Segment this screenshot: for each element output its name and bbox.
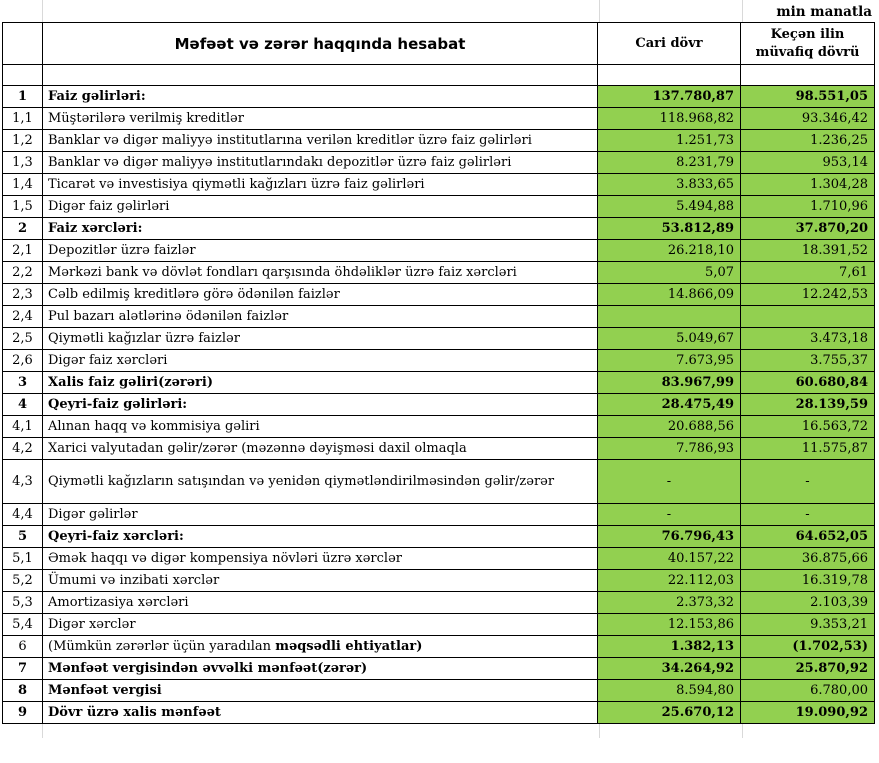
- row-label: Mənfəət vergisindən əvvəlki mənfəət(zərər): [43, 658, 598, 680]
- gridline: [599, 0, 600, 22]
- table-row: [3, 658, 875, 680]
- table-row: [3, 240, 875, 262]
- row-num: 1: [3, 86, 43, 108]
- row-value-previous: 3.755,37: [741, 350, 875, 372]
- row-value-previous: 953,14: [741, 152, 875, 174]
- row-value-previous: 9.353,21: [741, 614, 875, 636]
- row-value-current: 28.475,49: [598, 394, 741, 416]
- table-row: [3, 592, 875, 614]
- row-value-current: 34.264,92: [598, 658, 741, 680]
- gridline: [742, 724, 743, 738]
- row-value-previous: 93.346,42: [741, 108, 875, 130]
- row-num: 1,1: [3, 108, 43, 130]
- row-num: 2,4: [3, 306, 43, 328]
- row-value-current: 7.786,93: [598, 438, 741, 460]
- spacer-cell: [3, 65, 43, 86]
- row-label: Depozitlər üzrə faizlər: [43, 240, 598, 262]
- table-header-row: [3, 23, 875, 65]
- gridline: [42, 0, 43, 22]
- row-label: Amortizasiya xərcləri: [43, 592, 598, 614]
- spacer-row: [3, 65, 875, 86]
- table-row: [3, 174, 875, 196]
- row-value-current: 53.812,89: [598, 218, 741, 240]
- row-value-previous: 1.304,28: [741, 174, 875, 196]
- row-value-previous: 2.103,39: [741, 592, 875, 614]
- row-value-current: 76.796,43: [598, 526, 741, 548]
- table-row: [3, 262, 875, 284]
- table-row: [3, 680, 875, 702]
- row-label: Faiz xərcləri:: [43, 218, 598, 240]
- row-label: Banklar və digər maliyyə institutlarına verilən kreditlər üzrə faiz gəlirləri: [43, 130, 598, 152]
- row-value-previous: (1.702,53): [741, 636, 875, 658]
- row-label: Qiymətli kağızlar üzrə faizlər: [43, 328, 598, 350]
- bottom-margin-row: [0, 724, 879, 738]
- table-row: [3, 328, 875, 350]
- row-value-current: 40.157,22: [598, 548, 741, 570]
- table-row: [3, 130, 875, 152]
- spacer-cell: [43, 65, 598, 86]
- row-label: Ticarət və investisiya qiymətli kağızları üzrə faiz gəlirləri: [43, 174, 598, 196]
- row-value-previous: [741, 306, 875, 328]
- row-label: Qeyri-faiz gəlirləri:: [43, 394, 598, 416]
- row-label: Digər gəlirlər: [43, 504, 598, 526]
- row-num: 4: [3, 394, 43, 416]
- row-value-current: 118.968,82: [598, 108, 741, 130]
- table-row: [3, 394, 875, 416]
- row-num: 4,1: [3, 416, 43, 438]
- row-value-current: 8.231,79: [598, 152, 741, 174]
- row-value-current: 3.833,65: [598, 174, 741, 196]
- row-value-current: 137.780,87: [598, 86, 741, 108]
- row-value-current: 83.967,99: [598, 372, 741, 394]
- table-row: [3, 108, 875, 130]
- row-value-previous: 98.551,05: [741, 86, 875, 108]
- row-num: 8: [3, 680, 43, 702]
- row-value-current: 14.866,09: [598, 284, 741, 306]
- row-label: Qiymətli kağızların satışından və yenidən qiymətləndirilməsindən gəlir/zərər: [43, 460, 598, 504]
- row-num: 4,2: [3, 438, 43, 460]
- row-label: Pul bazarı alətlərinə ödənilən faizlər: [43, 306, 598, 328]
- row-num: 5,2: [3, 570, 43, 592]
- units-row: [0, 0, 879, 22]
- table-row: [3, 438, 875, 460]
- row-value-previous: -: [741, 460, 875, 504]
- table-row: [3, 218, 875, 240]
- row-num: 4,3: [3, 460, 43, 504]
- row-value-previous: 25.870,92: [741, 658, 875, 680]
- row-value-current: [598, 306, 741, 328]
- row-value-previous: 11.575,87: [741, 438, 875, 460]
- row-num: 1,2: [3, 130, 43, 152]
- table-row: [3, 570, 875, 592]
- row-value-previous: 37.870,20: [741, 218, 875, 240]
- row-label: Xalis faiz gəliri(zərəri): [43, 372, 598, 394]
- row-num: 2,5: [3, 328, 43, 350]
- header-num-cell: [3, 23, 43, 65]
- row-label: Digər faiz gəlirləri: [43, 196, 598, 218]
- row-num: 3: [3, 372, 43, 394]
- table-row: [3, 416, 875, 438]
- table-row: [3, 306, 875, 328]
- row-value-current: 25.670,12: [598, 702, 741, 724]
- row-value-current: 8.594,80: [598, 680, 741, 702]
- row-value-current: 2.373,32: [598, 592, 741, 614]
- row-value-current: 5.494,88: [598, 196, 741, 218]
- gridline: [599, 724, 600, 738]
- row-value-current: 26.218,10: [598, 240, 741, 262]
- row-value-previous: 36.875,66: [741, 548, 875, 570]
- table-body: [3, 86, 875, 724]
- table-row: [3, 636, 875, 658]
- row-num: 5: [3, 526, 43, 548]
- units-note: min manatla: [776, 4, 872, 20]
- row-value-previous: 1.236,25: [741, 130, 875, 152]
- table-row: [3, 548, 875, 570]
- row-value-previous: 18.391,52: [741, 240, 875, 262]
- row-value-previous: 3.473,18: [741, 328, 875, 350]
- row-num: 4,4: [3, 504, 43, 526]
- table-row: [3, 504, 875, 526]
- gridline: [42, 724, 43, 738]
- row-num: 9: [3, 702, 43, 724]
- row-label: Digər xərclər: [43, 614, 598, 636]
- row-value-previous: -: [741, 504, 875, 526]
- row-label: Banklar və digər maliyyə institutlarındakı depozitlər üzrə faiz gəlirləri: [43, 152, 598, 174]
- row-value-previous: 60.680,84: [741, 372, 875, 394]
- row-value-previous: 19.090,92: [741, 702, 875, 724]
- row-value-current: 5.049,67: [598, 328, 741, 350]
- row-num: 2: [3, 218, 43, 240]
- row-num: 2,3: [3, 284, 43, 306]
- row-value-current: 1.251,73: [598, 130, 741, 152]
- row-value-previous: 16.319,78: [741, 570, 875, 592]
- row-value-current: 7.673,95: [598, 350, 741, 372]
- row-value-current: 22.112,03: [598, 570, 741, 592]
- row-label: Əmək haqqı və digər kompensiya növləri üzrə xərclər: [43, 548, 598, 570]
- row-value-previous: 12.242,53: [741, 284, 875, 306]
- row-label: Xarici valyutadan gəlir/zərər (məzənnə dəyişməsi daxil olmaqla: [43, 438, 598, 460]
- table-row: [3, 196, 875, 218]
- row-label: Ümumi və inzibati xərclər: [43, 570, 598, 592]
- pl-table: [2, 22, 875, 724]
- table-row: [3, 614, 875, 636]
- row-label: Mərkəzi bank və dövlət fondları qarşısında öhdəliklər üzrə faiz xərcləri: [43, 262, 598, 284]
- row-num: 7: [3, 658, 43, 680]
- row-num: 2,6: [3, 350, 43, 372]
- row-value-current: 5,07: [598, 262, 741, 284]
- row-num: 5,3: [3, 592, 43, 614]
- row-value-previous: 16.563,72: [741, 416, 875, 438]
- row-label: Mənfəət vergisi: [43, 680, 598, 702]
- row-num: 2,1: [3, 240, 43, 262]
- row-num: 5,4: [3, 614, 43, 636]
- row-value-current: -: [598, 460, 741, 504]
- row-value-previous: 64.652,05: [741, 526, 875, 548]
- row-num: 1,5: [3, 196, 43, 218]
- spacer-cell: [598, 65, 741, 86]
- row-num: 6: [3, 636, 43, 658]
- row-label: (Mümkün zərərlər üçün yaradılan məqsədli ehtiyatlar): [43, 636, 598, 658]
- row-value-previous: 6.780,00: [741, 680, 875, 702]
- table-row: [3, 284, 875, 306]
- table-row: [3, 350, 875, 372]
- table-row: [3, 702, 875, 724]
- report-title: Məfəət və zərər haqqında hesabat: [43, 23, 598, 65]
- row-value-current: -: [598, 504, 741, 526]
- row-num: 2,2: [3, 262, 43, 284]
- row-label: Qeyri-faiz xərcləri:: [43, 526, 598, 548]
- table-row: [3, 460, 875, 504]
- col-header-current: Cari dövr: [598, 23, 741, 65]
- row-value-current: 12.153,86: [598, 614, 741, 636]
- row-label: Digər faiz xərcləri: [43, 350, 598, 372]
- row-label: Dövr üzrə xalis mənfəət: [43, 702, 598, 724]
- table-row: [3, 152, 875, 174]
- row-label: Faiz gəlirləri:: [43, 86, 598, 108]
- row-num: 1,3: [3, 152, 43, 174]
- row-value-previous: 1.710,96: [741, 196, 875, 218]
- row-num: 5,1: [3, 548, 43, 570]
- row-label: Alınan haqq və kommisiya gəliri: [43, 416, 598, 438]
- row-value-current: 20.688,56: [598, 416, 741, 438]
- table-row: [3, 86, 875, 108]
- row-label: Cəlb edilmiş kreditlərə görə ödənilən faizlər: [43, 284, 598, 306]
- row-label: Müştərilərə verilmiş kreditlər: [43, 108, 598, 130]
- table-row: [3, 526, 875, 548]
- col-header-previous: Keçən ilin müvafiq dövrü: [741, 23, 875, 65]
- gridline: [742, 0, 743, 22]
- row-value-current: 1.382,13: [598, 636, 741, 658]
- row-value-previous: 7,61: [741, 262, 875, 284]
- row-value-previous: 28.139,59: [741, 394, 875, 416]
- table-row: [3, 372, 875, 394]
- spacer-cell: [741, 65, 875, 86]
- row-num: 1,4: [3, 174, 43, 196]
